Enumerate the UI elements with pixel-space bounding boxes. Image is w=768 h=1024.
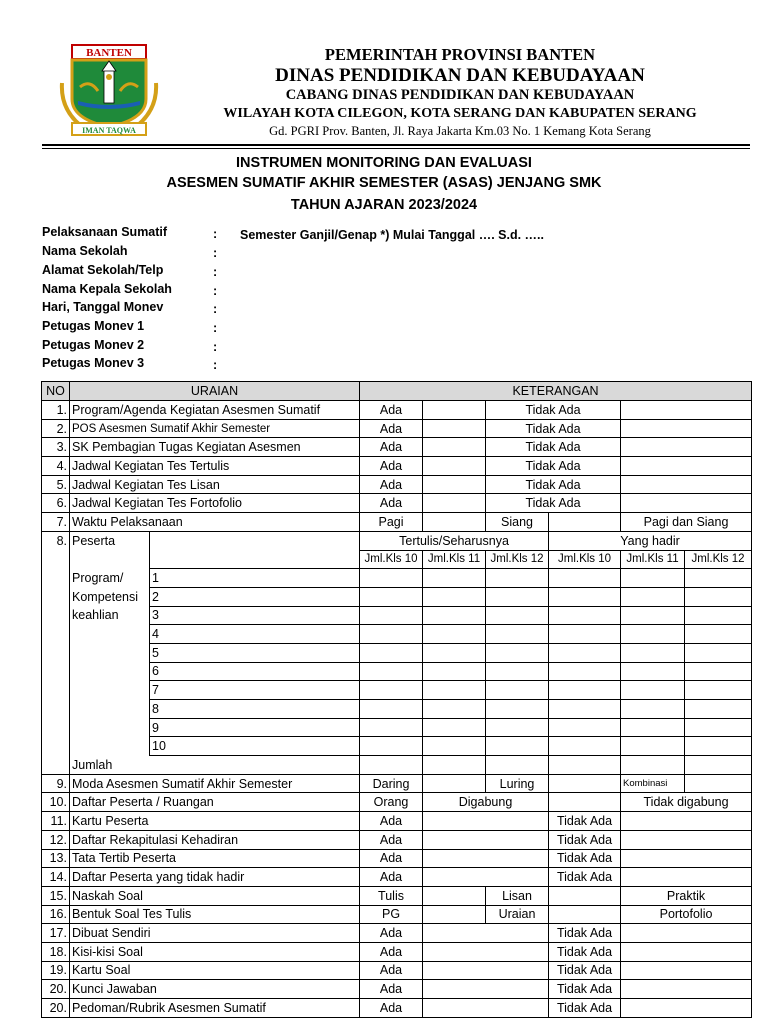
program-row bbox=[42, 737, 752, 756]
checkbox-cell[interactable] bbox=[423, 924, 549, 943]
option-ada: Ada bbox=[360, 830, 423, 849]
row-label: Moda Asesmen Sumatif Akhir Semester bbox=[70, 774, 360, 793]
checkbox-cell[interactable] bbox=[621, 942, 752, 961]
row-label: Kartu Soal bbox=[70, 961, 360, 980]
row-number: 19. bbox=[42, 961, 70, 980]
row-number: 10. bbox=[42, 793, 70, 812]
input-cell[interactable] bbox=[621, 569, 685, 588]
input-cell[interactable] bbox=[486, 700, 549, 719]
checkbox-cell[interactable] bbox=[621, 401, 752, 420]
input-cell[interactable] bbox=[423, 625, 486, 644]
table-row bbox=[42, 774, 752, 793]
empty-cell bbox=[70, 718, 150, 737]
row-number: 8. bbox=[42, 531, 70, 550]
input-cell[interactable] bbox=[486, 606, 549, 625]
input-cell[interactable] bbox=[360, 737, 423, 756]
input-cell[interactable] bbox=[621, 625, 685, 644]
input-cell[interactable] bbox=[423, 643, 486, 662]
row-label: Peserta bbox=[70, 531, 150, 550]
input-cell[interactable] bbox=[621, 606, 685, 625]
program-row bbox=[42, 681, 752, 700]
doc-title-3: TAHUN AJARAN 2023/2024 bbox=[290, 197, 478, 213]
col-hadir-kls-11: Jml.Kls 11 bbox=[621, 550, 685, 569]
row-number: 14. bbox=[42, 868, 70, 887]
input-cell[interactable] bbox=[360, 569, 423, 588]
col-hadir-kls-10: Jml.Kls 10 bbox=[549, 550, 621, 569]
program-label-3: keahlian bbox=[70, 606, 150, 625]
option-ada: Ada bbox=[360, 438, 423, 457]
program-row bbox=[42, 643, 752, 662]
checkbox-cell[interactable] bbox=[621, 924, 752, 943]
option-ada: Ada bbox=[360, 942, 423, 961]
row-label: Pedoman/Rubrik Asesmen Sumatif bbox=[70, 999, 360, 1018]
checkbox-cell[interactable] bbox=[549, 905, 621, 924]
checkbox-cell[interactable] bbox=[423, 475, 486, 494]
info-colon: : bbox=[213, 246, 218, 260]
row-number: 16. bbox=[42, 905, 70, 924]
row-label: Daftar Peserta yang tidak hadir bbox=[70, 868, 360, 887]
checkbox-cell[interactable] bbox=[685, 774, 752, 793]
input-cell[interactable] bbox=[549, 587, 621, 606]
input-cell[interactable] bbox=[685, 737, 752, 756]
input-cell[interactable] bbox=[685, 756, 752, 775]
input-cell[interactable] bbox=[685, 662, 752, 681]
option-uraian: Uraian bbox=[486, 905, 549, 924]
info-colon: : bbox=[213, 265, 218, 279]
empty-cell bbox=[70, 700, 150, 719]
info-value-pelaksanaan: Semester Ganjil/Genap *) Mulai Tanggal …. S.d. ….. bbox=[240, 228, 544, 242]
option-ada: Ada bbox=[360, 419, 423, 438]
table-row bbox=[42, 494, 752, 513]
row-label: Bentuk Soal Tes Tulis bbox=[70, 905, 360, 924]
option-tidak-ada: Tidak Ada bbox=[486, 438, 621, 457]
option-ada: Ada bbox=[360, 401, 423, 420]
row-label: Kartu Peserta bbox=[70, 812, 360, 831]
header-divider-thick bbox=[42, 144, 750, 146]
info-label-hari-tanggal: Hari, Tanggal Monev bbox=[42, 300, 164, 314]
row-label: SK Pembagian Tugas Kegiatan Asesmen bbox=[70, 438, 360, 457]
header-keterangan: KETERANGAN bbox=[360, 382, 752, 401]
row-label: Kisi-kisi Soal bbox=[70, 942, 360, 961]
table-row bbox=[42, 868, 752, 887]
col-jml-kls-11: Jml.Kls 11 bbox=[423, 550, 486, 569]
program-number: 6 bbox=[150, 662, 360, 681]
input-cell[interactable] bbox=[549, 681, 621, 700]
checkbox-cell[interactable] bbox=[423, 961, 549, 980]
input-cell[interactable] bbox=[360, 625, 423, 644]
input-cell[interactable] bbox=[621, 718, 685, 737]
input-cell[interactable] bbox=[423, 587, 486, 606]
option-tidak-ada: Tidak Ada bbox=[486, 457, 621, 476]
header-line-3: CABANG DINAS PENDIDIKAN DAN KEBUDAYAAN bbox=[285, 87, 635, 103]
input-cell[interactable] bbox=[423, 606, 486, 625]
option-ada: Ada bbox=[360, 980, 423, 999]
doc-title-1: INSTRUMEN MONITORING DAN EVALUASI bbox=[236, 155, 532, 171]
checkbox-cell[interactable] bbox=[621, 438, 752, 457]
input-cell[interactable] bbox=[360, 643, 423, 662]
info-colon: : bbox=[213, 321, 218, 335]
table-header-row bbox=[42, 382, 752, 401]
option-praktik: Praktik bbox=[621, 886, 752, 905]
row-label: Program/Agenda Kegiatan Asesmen Sumatif bbox=[70, 401, 360, 420]
program-label-1: Program/ bbox=[70, 569, 150, 588]
info-label-petugas-2: Petugas Monev 2 bbox=[42, 338, 145, 352]
row-number: 4. bbox=[42, 457, 70, 476]
input-cell[interactable] bbox=[423, 718, 486, 737]
info-colon: : bbox=[213, 340, 218, 354]
checkbox-cell[interactable] bbox=[621, 475, 752, 494]
table-row bbox=[42, 513, 752, 532]
option-siang: Siang bbox=[486, 513, 549, 532]
checkbox-cell[interactable] bbox=[423, 457, 486, 476]
option-ada: Ada bbox=[360, 812, 423, 831]
input-cell[interactable] bbox=[685, 587, 752, 606]
program-number: 7 bbox=[150, 681, 360, 700]
program-number: 3 bbox=[150, 606, 360, 625]
col-jml-kls-10: Jml.Kls 10 bbox=[360, 550, 423, 569]
row-label: Dibuat Sendiri bbox=[70, 924, 360, 943]
banten-province-logo-icon bbox=[58, 43, 160, 137]
checkbox-cell[interactable] bbox=[423, 513, 486, 532]
option-digabung: Digabung bbox=[423, 793, 549, 812]
input-cell[interactable] bbox=[423, 700, 486, 719]
row-number: 20. bbox=[42, 999, 70, 1018]
input-cell[interactable] bbox=[685, 625, 752, 644]
input-cell[interactable] bbox=[621, 587, 685, 606]
program-row bbox=[42, 662, 752, 681]
checkbox-cell[interactable] bbox=[423, 774, 486, 793]
option-tidak-ada: Tidak Ada bbox=[549, 999, 621, 1018]
checkbox-cell[interactable] bbox=[423, 401, 486, 420]
checkbox-cell[interactable] bbox=[423, 942, 549, 961]
table-row bbox=[42, 886, 752, 905]
header-line-2: DINAS PENDIDIKAN DAN KEBUDAYAAN bbox=[275, 65, 645, 86]
program-label-2: Kompetensi bbox=[70, 587, 150, 606]
option-lisan: Lisan bbox=[486, 886, 549, 905]
input-cell[interactable] bbox=[685, 681, 752, 700]
input-cell[interactable] bbox=[360, 681, 423, 700]
empty-cell bbox=[42, 550, 70, 569]
table-row bbox=[42, 812, 752, 831]
row-number: 20. bbox=[42, 980, 70, 999]
option-tidak-ada: Tidak Ada bbox=[549, 868, 621, 887]
input-cell[interactable] bbox=[486, 737, 549, 756]
input-cell[interactable] bbox=[423, 569, 486, 588]
empty-cell bbox=[70, 662, 150, 681]
row-label: POS Asesmen Sumatif Akhir Semester bbox=[70, 419, 360, 438]
empty-cell bbox=[42, 569, 70, 775]
logo-text-top: BANTEN bbox=[86, 47, 132, 59]
checkbox-cell[interactable] bbox=[549, 774, 621, 793]
checkbox-cell[interactable] bbox=[549, 793, 621, 812]
checkbox-cell[interactable] bbox=[621, 457, 752, 476]
jumlah-row bbox=[42, 756, 752, 775]
program-number: 9 bbox=[150, 718, 360, 737]
input-cell[interactable] bbox=[486, 587, 549, 606]
program-row bbox=[42, 625, 752, 644]
option-tidak-ada: Tidak Ada bbox=[549, 961, 621, 980]
header-uraian: URAIAN bbox=[70, 382, 360, 401]
option-tidak-ada: Tidak Ada bbox=[486, 419, 621, 438]
row-number: 1. bbox=[42, 401, 70, 420]
option-orang: Orang bbox=[360, 793, 423, 812]
group-tertulis: Tertulis/Seharusnya bbox=[360, 531, 549, 550]
info-colon: : bbox=[213, 302, 218, 316]
table-row bbox=[42, 905, 752, 924]
info-label-petugas-3: Petugas Monev 3 bbox=[42, 356, 145, 370]
option-tidak-ada: Tidak Ada bbox=[549, 942, 621, 961]
input-cell[interactable] bbox=[486, 718, 549, 737]
info-label-nama-sekolah: Nama Sekolah bbox=[42, 244, 128, 258]
checkbox-cell[interactable] bbox=[621, 812, 752, 831]
option-tidak-ada: Tidak Ada bbox=[486, 475, 621, 494]
table-row bbox=[42, 999, 752, 1018]
option-kombinasi: Kombinasi bbox=[621, 774, 685, 793]
col-hadir-kls-12: Jml.Kls 12 bbox=[685, 550, 752, 569]
table-row bbox=[42, 457, 752, 476]
table-row bbox=[42, 961, 752, 980]
option-ada: Ada bbox=[360, 999, 423, 1018]
info-label-pelaksanaan: Pelaksanaan Sumatif bbox=[42, 225, 168, 239]
table-row bbox=[42, 475, 752, 494]
option-pagi-dan-siang: Pagi dan Siang bbox=[621, 513, 752, 532]
option-tidak-ada: Tidak Ada bbox=[549, 980, 621, 999]
program-number: 1 bbox=[150, 569, 360, 588]
input-cell[interactable] bbox=[685, 643, 752, 662]
row-number: 18. bbox=[42, 942, 70, 961]
input-cell[interactable] bbox=[486, 756, 549, 775]
checkbox-cell[interactable] bbox=[423, 999, 549, 1018]
header-no: NO bbox=[42, 382, 70, 401]
option-tidak-ada: Tidak Ada bbox=[549, 812, 621, 831]
row-number: 17. bbox=[42, 924, 70, 943]
input-cell[interactable] bbox=[423, 737, 486, 756]
info-colon: : bbox=[213, 284, 218, 298]
program-number: 2 bbox=[150, 587, 360, 606]
row-label: Kunci Jawaban bbox=[70, 980, 360, 999]
monitoring-table bbox=[41, 381, 752, 1018]
row-label: Jadwal Kegiatan Tes Tertulis bbox=[70, 457, 360, 476]
header-line-1: PEMERINTAH PROVINSI BANTEN bbox=[324, 45, 596, 64]
input-cell[interactable] bbox=[621, 681, 685, 700]
row-label: Waktu Pelaksanaan bbox=[70, 513, 360, 532]
option-tidak-digabung: Tidak digabung bbox=[621, 793, 752, 812]
checkbox-cell[interactable] bbox=[423, 905, 486, 924]
header-divider-thin bbox=[42, 148, 750, 149]
option-daring: Daring bbox=[360, 774, 423, 793]
program-number: 10 bbox=[150, 737, 360, 756]
input-cell[interactable] bbox=[549, 606, 621, 625]
empty-cell bbox=[150, 756, 360, 775]
input-cell[interactable] bbox=[685, 718, 752, 737]
input-cell[interactable] bbox=[549, 625, 621, 644]
checkbox-cell[interactable] bbox=[621, 868, 752, 887]
group-yang-hadir: Yang hadir bbox=[549, 531, 752, 550]
row-label: Daftar Peserta / Ruangan bbox=[70, 793, 360, 812]
empty-cell bbox=[70, 681, 150, 700]
checkbox-cell[interactable] bbox=[423, 438, 486, 457]
logo-text-bottom: IMAN TAQWA bbox=[82, 126, 136, 135]
option-luring: Luring bbox=[486, 774, 549, 793]
option-ada: Ada bbox=[360, 868, 423, 887]
input-cell[interactable] bbox=[486, 625, 549, 644]
row-label: Jadwal Kegiatan Tes Lisan bbox=[70, 475, 360, 494]
program-row bbox=[42, 606, 752, 625]
option-ada: Ada bbox=[360, 924, 423, 943]
row-label: Tata Tertib Peserta bbox=[70, 849, 360, 868]
info-label-petugas-1: Petugas Monev 1 bbox=[42, 319, 145, 333]
input-cell[interactable] bbox=[360, 587, 423, 606]
checkbox-cell[interactable] bbox=[423, 849, 549, 868]
row-number: 11. bbox=[42, 812, 70, 831]
program-row bbox=[42, 700, 752, 719]
empty-cell bbox=[70, 643, 150, 662]
option-ada: Ada bbox=[360, 494, 423, 513]
checkbox-cell[interactable] bbox=[621, 980, 752, 999]
input-cell[interactable] bbox=[621, 643, 685, 662]
empty-cell bbox=[70, 625, 150, 644]
row-label: Naskah Soal bbox=[70, 886, 360, 905]
table-row bbox=[42, 980, 752, 999]
input-cell[interactable] bbox=[423, 662, 486, 681]
row-label: Daftar Rekapitulasi Kehadiran bbox=[70, 830, 360, 849]
table-row bbox=[42, 550, 752, 569]
program-number: 8 bbox=[150, 700, 360, 719]
input-cell[interactable] bbox=[549, 643, 621, 662]
table-row bbox=[42, 924, 752, 943]
option-tidak-ada: Tidak Ada bbox=[486, 494, 621, 513]
row-number: 3. bbox=[42, 438, 70, 457]
info-label-kepala-sekolah: Nama Kepala Sekolah bbox=[42, 282, 172, 296]
input-cell[interactable] bbox=[549, 569, 621, 588]
checkbox-cell[interactable] bbox=[549, 886, 621, 905]
input-cell[interactable] bbox=[360, 700, 423, 719]
input-cell[interactable] bbox=[685, 700, 752, 719]
checkbox-cell[interactable] bbox=[621, 849, 752, 868]
row-number: 6. bbox=[42, 494, 70, 513]
info-colon: : bbox=[213, 227, 218, 241]
table-row bbox=[42, 531, 752, 550]
table-row bbox=[42, 849, 752, 868]
table-row bbox=[42, 793, 752, 812]
option-pg: PG bbox=[360, 905, 423, 924]
row-number: 15. bbox=[42, 886, 70, 905]
col-jml-kls-12: Jml.Kls 12 bbox=[486, 550, 549, 569]
input-cell[interactable] bbox=[621, 662, 685, 681]
input-cell[interactable] bbox=[423, 756, 486, 775]
program-row bbox=[42, 587, 752, 606]
option-tidak-ada: Tidak Ada bbox=[486, 401, 621, 420]
checkbox-cell[interactable] bbox=[621, 830, 752, 849]
input-cell[interactable] bbox=[360, 718, 423, 737]
checkbox-cell[interactable] bbox=[423, 812, 549, 831]
checkbox-cell[interactable] bbox=[423, 830, 549, 849]
input-cell[interactable] bbox=[549, 756, 621, 775]
option-ada: Ada bbox=[360, 457, 423, 476]
input-cell[interactable] bbox=[621, 700, 685, 719]
input-cell[interactable] bbox=[549, 718, 621, 737]
table-row bbox=[42, 438, 752, 457]
row-number: 13. bbox=[42, 849, 70, 868]
row-label: Jadwal Kegiatan Tes Fortofolio bbox=[70, 494, 360, 513]
row-number: 5. bbox=[42, 475, 70, 494]
option-tulis: Tulis bbox=[360, 886, 423, 905]
program-row bbox=[42, 718, 752, 737]
empty-cell bbox=[150, 531, 360, 568]
empty-cell bbox=[70, 737, 150, 756]
empty-cell bbox=[70, 550, 150, 569]
row-number: 12. bbox=[42, 830, 70, 849]
option-pagi: Pagi bbox=[360, 513, 423, 532]
input-cell[interactable] bbox=[360, 606, 423, 625]
checkbox-cell[interactable] bbox=[549, 513, 621, 532]
checkbox-cell[interactable] bbox=[423, 980, 549, 999]
input-cell[interactable] bbox=[621, 737, 685, 756]
header-line-4: WILAYAH KOTA CILEGON, KOTA SERANG DAN KABUPATEN SERANG bbox=[223, 106, 697, 121]
row-number: 7. bbox=[42, 513, 70, 532]
info-label-alamat: Alamat Sekolah/Telp bbox=[42, 263, 164, 277]
input-cell[interactable] bbox=[486, 569, 549, 588]
checkbox-cell[interactable] bbox=[621, 419, 752, 438]
row-number: 9. bbox=[42, 774, 70, 793]
input-cell[interactable] bbox=[486, 662, 549, 681]
doc-title-2: ASESMEN SUMATIF AKHIR SEMESTER (ASAS) JENJANG SMK bbox=[166, 175, 602, 191]
checkbox-cell[interactable] bbox=[423, 886, 486, 905]
input-cell[interactable] bbox=[423, 681, 486, 700]
option-tidak-ada: Tidak Ada bbox=[549, 830, 621, 849]
checkbox-cell[interactable] bbox=[423, 419, 486, 438]
jumlah-label: Jumlah bbox=[70, 756, 150, 775]
checkbox-cell[interactable] bbox=[423, 494, 486, 513]
option-portofolio: Portofolio bbox=[621, 905, 752, 924]
input-cell[interactable] bbox=[486, 643, 549, 662]
option-tidak-ada: Tidak Ada bbox=[549, 924, 621, 943]
checkbox-cell[interactable] bbox=[621, 961, 752, 980]
program-row bbox=[42, 569, 752, 588]
table-row bbox=[42, 401, 752, 420]
program-number: 4 bbox=[150, 625, 360, 644]
input-cell[interactable] bbox=[685, 569, 752, 588]
option-ada: Ada bbox=[360, 849, 423, 868]
option-ada: Ada bbox=[360, 475, 423, 494]
checkbox-cell[interactable] bbox=[423, 868, 549, 887]
input-cell[interactable] bbox=[685, 606, 752, 625]
option-ada: Ada bbox=[360, 961, 423, 980]
program-number: 5 bbox=[150, 643, 360, 662]
row-number: 2. bbox=[42, 419, 70, 438]
option-tidak-ada: Tidak Ada bbox=[549, 849, 621, 868]
input-cell[interactable] bbox=[486, 681, 549, 700]
checkbox-cell[interactable] bbox=[621, 494, 752, 513]
input-cell[interactable] bbox=[360, 756, 423, 775]
header-line-5: Gd. PGRI Prov. Banten, Jl. Raya Jakarta Km.03 No. 1 Kemang Kota Serang bbox=[269, 124, 651, 138]
input-cell[interactable] bbox=[360, 662, 423, 681]
info-colon: : bbox=[213, 358, 218, 372]
input-cell[interactable] bbox=[549, 737, 621, 756]
checkbox-cell[interactable] bbox=[621, 999, 752, 1018]
input-cell[interactable] bbox=[549, 662, 621, 681]
input-cell[interactable] bbox=[621, 756, 685, 775]
table-row bbox=[42, 419, 752, 438]
table-row bbox=[42, 830, 752, 849]
table-row bbox=[42, 942, 752, 961]
input-cell[interactable] bbox=[549, 700, 621, 719]
